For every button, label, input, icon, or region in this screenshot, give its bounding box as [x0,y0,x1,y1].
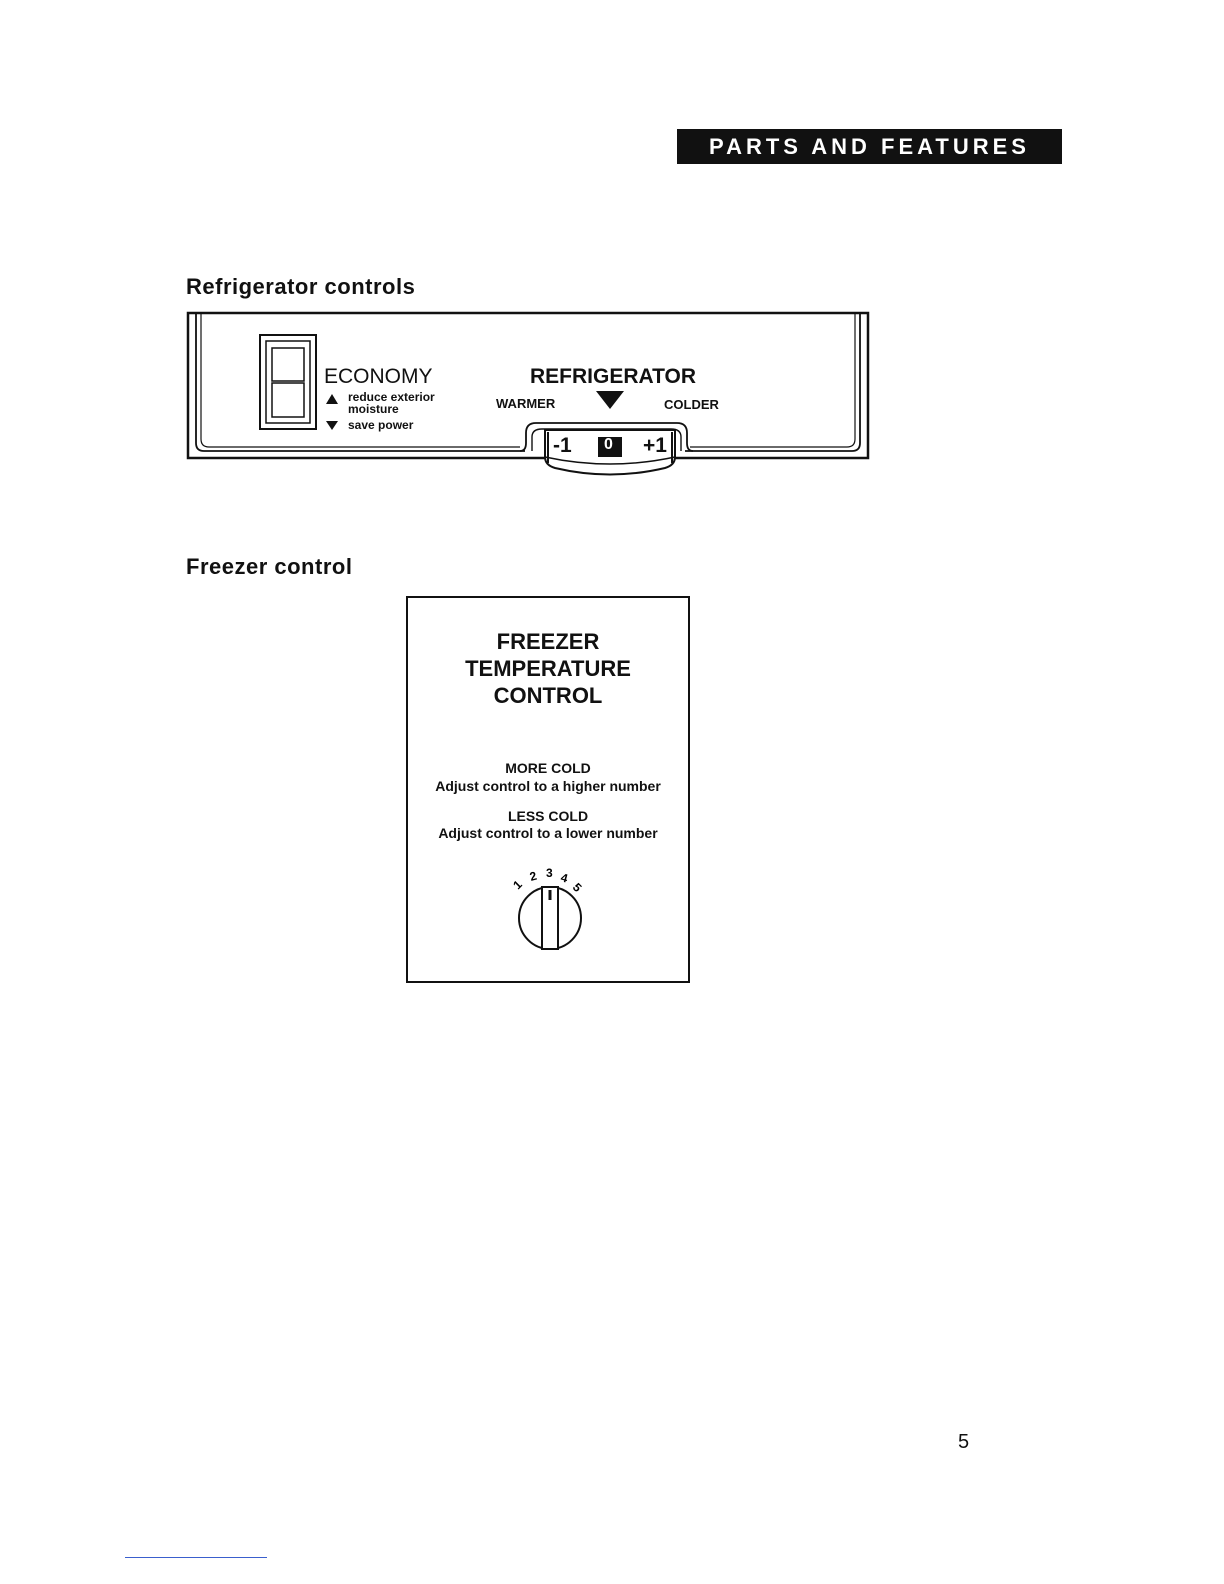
freezer-control-heading: Freezer control [186,554,353,579]
more-cold-instruction: Adjust control to a higher number [435,778,661,794]
footer-rule [125,1557,267,1558]
setting-minus-one: -1 [553,434,572,457]
freezer-control-panel [406,596,690,983]
freezer-title-line-3: CONTROL [493,683,603,708]
dial-number-1: 1 [510,877,525,893]
freezer-temperature-dial[interactable] [500,860,600,960]
reduce-exterior-text: reduce exterior [348,390,435,404]
setting-plus-one: +1 [643,434,667,457]
warmer-label: WARMER [496,396,556,411]
setting-pointer-icon [596,391,624,409]
page-number: 5 [958,1431,970,1453]
more-cold-label: MORE COLD [505,760,591,776]
economy-rocker-switch-icon[interactable] [260,335,316,429]
freezer-title-line-1: FREEZER [496,629,600,654]
less-cold-label: LESS COLD [507,808,589,824]
refrigerator-controls-heading: Refrigerator controls [186,274,416,299]
down-arrow-icon [326,421,338,430]
save-power-text: save power [348,418,414,432]
economy-label: ECONOMY [324,365,433,388]
refrigerator-label: REFRIGERATOR [530,365,697,388]
section-header-bar [677,129,1062,164]
up-arrow-icon [326,394,338,404]
colder-label: COLDER [664,397,719,412]
dial-number-5: 5 [569,880,585,895]
dial-number-2: 2 [528,868,539,884]
freezer-title-line-2: TEMPERATURE [465,656,631,681]
less-cold-instruction: Adjust control to a lower number [438,825,658,841]
section-header-title: PARTS AND FEATURES [709,133,1030,159]
dial-number-3: 3 [546,866,553,880]
setting-zero: 0 [604,436,613,453]
moisture-text: moisture [348,402,399,416]
dial-number-4: 4 [559,870,570,886]
